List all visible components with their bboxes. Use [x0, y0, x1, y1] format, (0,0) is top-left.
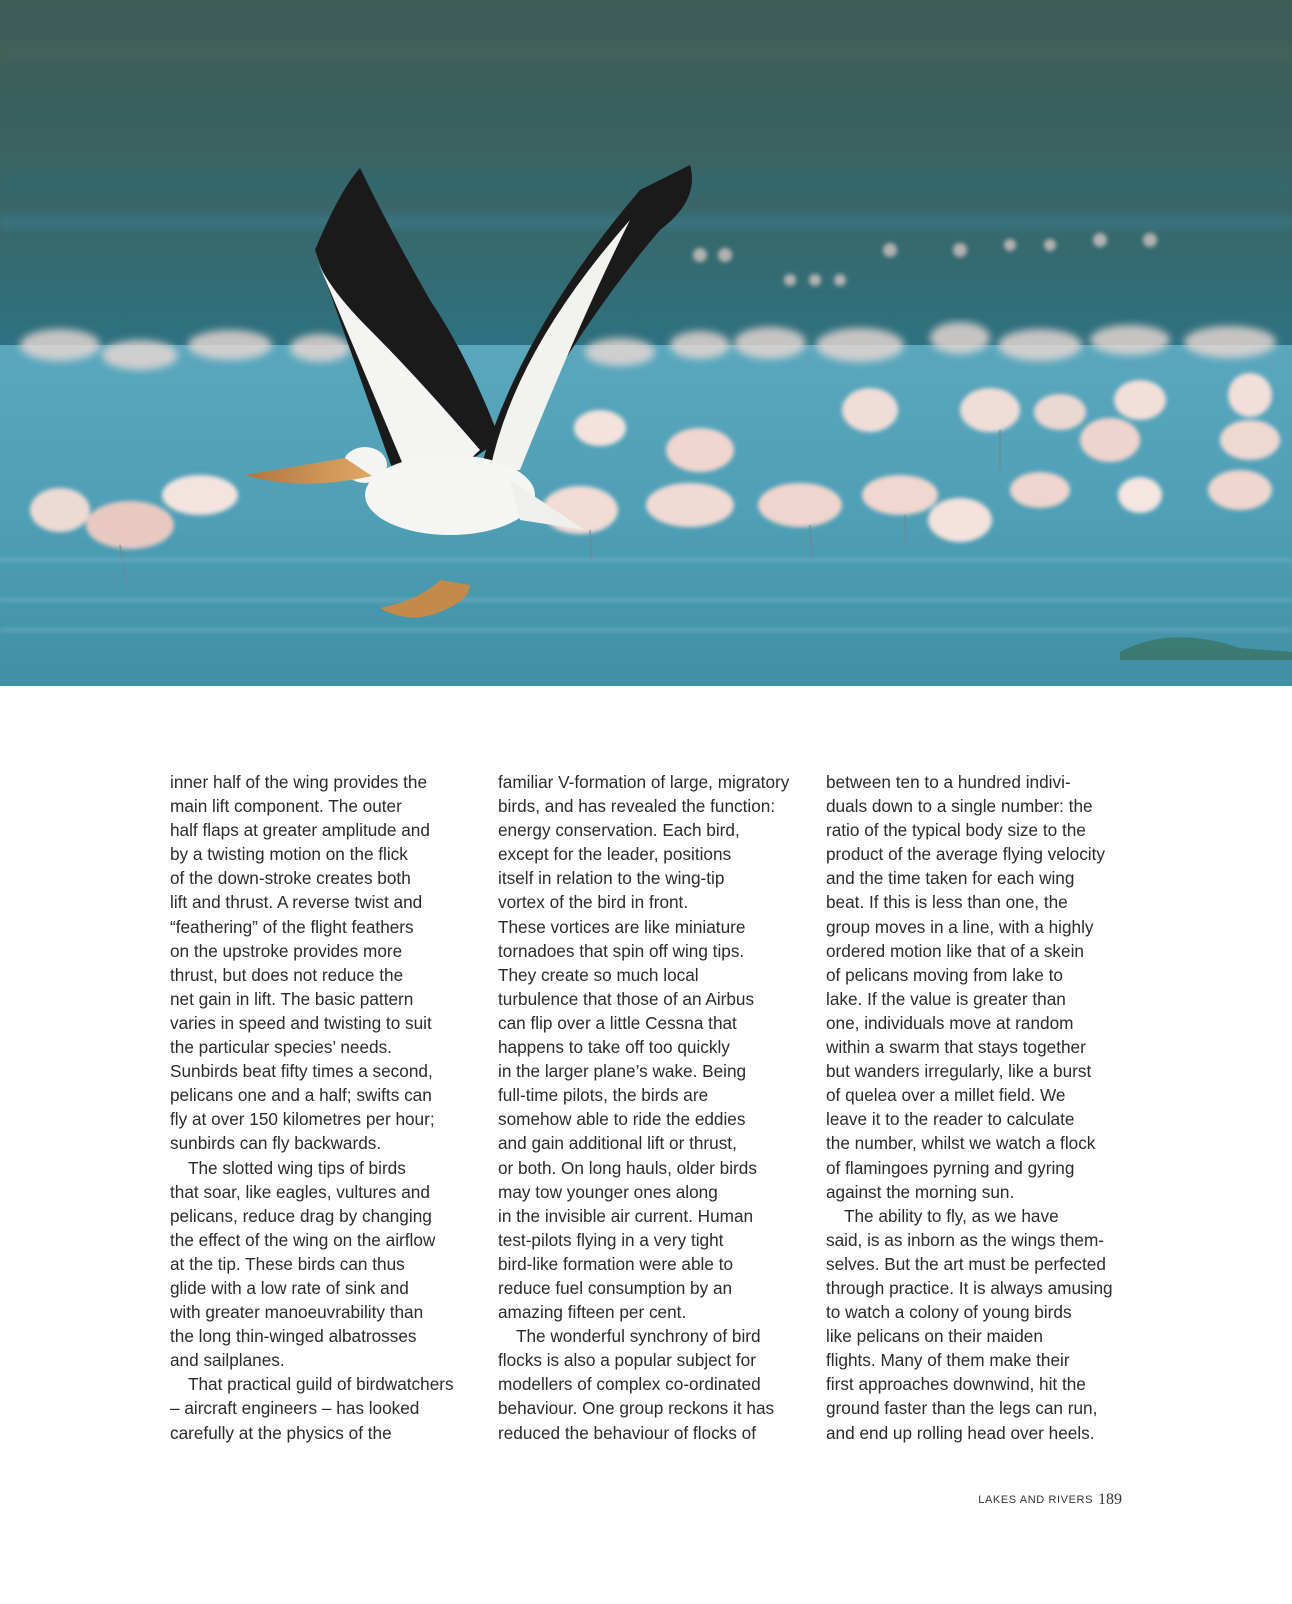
text-line: vortex of the bird in front. [498, 892, 689, 913]
paragraph [498, 770, 803, 1324]
text-line: with greater manoeuvrability than [170, 1302, 424, 1323]
text-line: thrust, but does not reduce the [170, 964, 404, 985]
text-line: in the invisible air current. Human [498, 1205, 754, 1226]
text-line: at the tip. These birds can thus [170, 1253, 405, 1274]
text-line: the number, whilst we watch a flock [826, 1133, 1096, 1154]
folio [978, 1491, 1122, 1509]
text-column-3 [826, 770, 1131, 1445]
text-line: behaviour. One group reckons it has [498, 1398, 775, 1419]
text-line: group moves in a line, with a highly [826, 916, 1094, 937]
text-line: first approaches downwind, hit the [826, 1374, 1086, 1395]
text-line: test-pilots flying in a very tight [498, 1229, 724, 1250]
text-line: ordered motion like that of a skein [826, 940, 1084, 961]
text-line: fly at over 150 kilometres per hour; [170, 1109, 435, 1130]
text-line: the particular species’ needs. [170, 1037, 392, 1058]
text-line: and end up rolling head over heels. [826, 1422, 1095, 1443]
text-line: that soar, like eagles, vultures and [170, 1181, 430, 1202]
text-line: one, individuals move at random [826, 1012, 1074, 1033]
paragraph [498, 1324, 803, 1444]
text-line: except for the leader, positions [498, 844, 732, 865]
text-line: Sunbirds beat fifty times a second, [170, 1061, 433, 1082]
text-line: carefully at the physics of the [170, 1422, 392, 1443]
text-line: happens to take off too quickly [498, 1037, 730, 1058]
text-line: bird-like formation were able to [498, 1253, 734, 1274]
text-line: amazing fifteen per cent. [498, 1302, 687, 1323]
paragraph [826, 770, 1131, 1204]
text-line: selves. But the art must be perfected [826, 1253, 1106, 1274]
text-line: inner half of the wing provides the [170, 772, 428, 792]
text-line: glide with a low rate of sink and [170, 1277, 409, 1298]
paragraph [170, 1372, 475, 1444]
text-line: – aircraft engineers – has looked [170, 1398, 420, 1419]
text-line: may tow younger ones along [498, 1181, 718, 1202]
text-line: on the upstroke provides more [170, 940, 403, 961]
text-line: of quelea over a millet field. We [826, 1085, 1066, 1106]
text-line: turbulence that those of an Airbus [498, 988, 755, 1009]
text-line: lift and thrust. A reverse twist and [170, 892, 423, 913]
text-line: and gain additional lift or thrust, [498, 1133, 737, 1154]
text-line: birds, and has revealed the function: [498, 796, 776, 817]
text-line: These vortices are like miniature [498, 916, 746, 937]
text-line: lake. If the value is greater than [826, 988, 1066, 1009]
text-line: through practice. It is always amusing [826, 1277, 1113, 1298]
text-line: beat. If this is less than one, the [826, 892, 1068, 913]
text-line: sunbirds can fly backwards. [170, 1133, 382, 1154]
text-line: varies in speed and twisting to suit [170, 1012, 432, 1033]
text-line: net gain in lift. The basic pattern [170, 988, 414, 1009]
text-line: main lift component. The outer [170, 796, 402, 817]
running-footer-section: LAKES AND RIVERS [978, 1494, 1093, 1506]
text-line: somehow able to ride the eddies [498, 1109, 746, 1130]
text-line: flights. Many of them make their [826, 1350, 1070, 1371]
text-line: The wonderful synchrony of bird [516, 1326, 761, 1347]
text-line: by a twisting motion on the flick [170, 844, 408, 865]
text-line: reduce fuel consumption by an [498, 1277, 733, 1298]
text-line: full-time pilots, the birds are [498, 1085, 709, 1106]
text-column-1 [170, 770, 475, 1445]
text-line: but wanders irregularly, like a burst [826, 1061, 1092, 1082]
text-line: of flamingoes pyrning and gyring [826, 1157, 1075, 1178]
text-line: in the larger plane’s wake. Being [498, 1061, 747, 1082]
text-line: said, is as inborn as the wings them- [826, 1229, 1104, 1250]
text-line: ratio of the typical body size to the [826, 820, 1086, 841]
text-column-2 [498, 770, 803, 1445]
text-line: ground faster than the legs can run, [826, 1398, 1098, 1419]
paragraph [170, 770, 475, 1156]
text-line: and sailplanes. [170, 1350, 285, 1371]
text-line: familiar V-formation of large, migratory [498, 772, 790, 792]
text-line: That practical guild of birdwatchers [188, 1374, 454, 1395]
text-line: leave it to the reader to calculate [826, 1109, 1075, 1130]
text-line: or both. On long hauls, older birds [498, 1157, 757, 1178]
text-line: itself in relation to the wing-tip [498, 868, 725, 889]
text-line: pelicans, reduce drag by changing [170, 1205, 432, 1226]
paragraph [826, 1204, 1131, 1445]
pelican-flamingo-photo [0, 0, 1292, 686]
text-line: within a swarm that stays together [826, 1037, 1086, 1058]
text-line: pelicans one and a half; swifts can [170, 1085, 432, 1106]
text-line: the long thin-winged albatrosses [170, 1326, 417, 1347]
text-line: modellers of complex co-ordinated [498, 1374, 761, 1395]
text-line: “feathering” of the flight feathers [170, 916, 414, 937]
text-line: tornadoes that spin off wing tips. [498, 940, 745, 961]
text-line: reduced the behaviour of flocks of [498, 1422, 756, 1443]
text-line: against the morning sun. [826, 1181, 1015, 1202]
page-number: 189 [1098, 1491, 1122, 1508]
text-line: of the down-stroke creates both [170, 868, 411, 889]
text-line: and the time taken for each wing [826, 868, 1075, 889]
text-line: They create so much local [498, 964, 699, 985]
text-line: of pelicans moving from lake to [826, 964, 1063, 985]
paragraph [170, 1156, 475, 1373]
text-line: between ten to a hundred indivi- [826, 772, 1071, 792]
text-line: the effect of the wing on the airflow [170, 1229, 436, 1250]
text-line: duals down to a single number: the [826, 796, 1093, 817]
text-line: The slotted wing tips of birds [188, 1157, 406, 1178]
text-line: flocks is also a popular subject for [498, 1350, 756, 1371]
text-line: energy conservation. Each bird, [498, 820, 740, 841]
text-line: can flip over a little Cessna that [498, 1012, 737, 1033]
text-line: like pelicans on their maiden [826, 1326, 1043, 1347]
text-line: product of the average flying velocity [826, 844, 1105, 865]
text-line: half flaps at greater amplitude and [170, 820, 430, 841]
text-line: The ability to fly, as we have [844, 1205, 1059, 1226]
text-line: to watch a colony of young birds [826, 1302, 1072, 1323]
